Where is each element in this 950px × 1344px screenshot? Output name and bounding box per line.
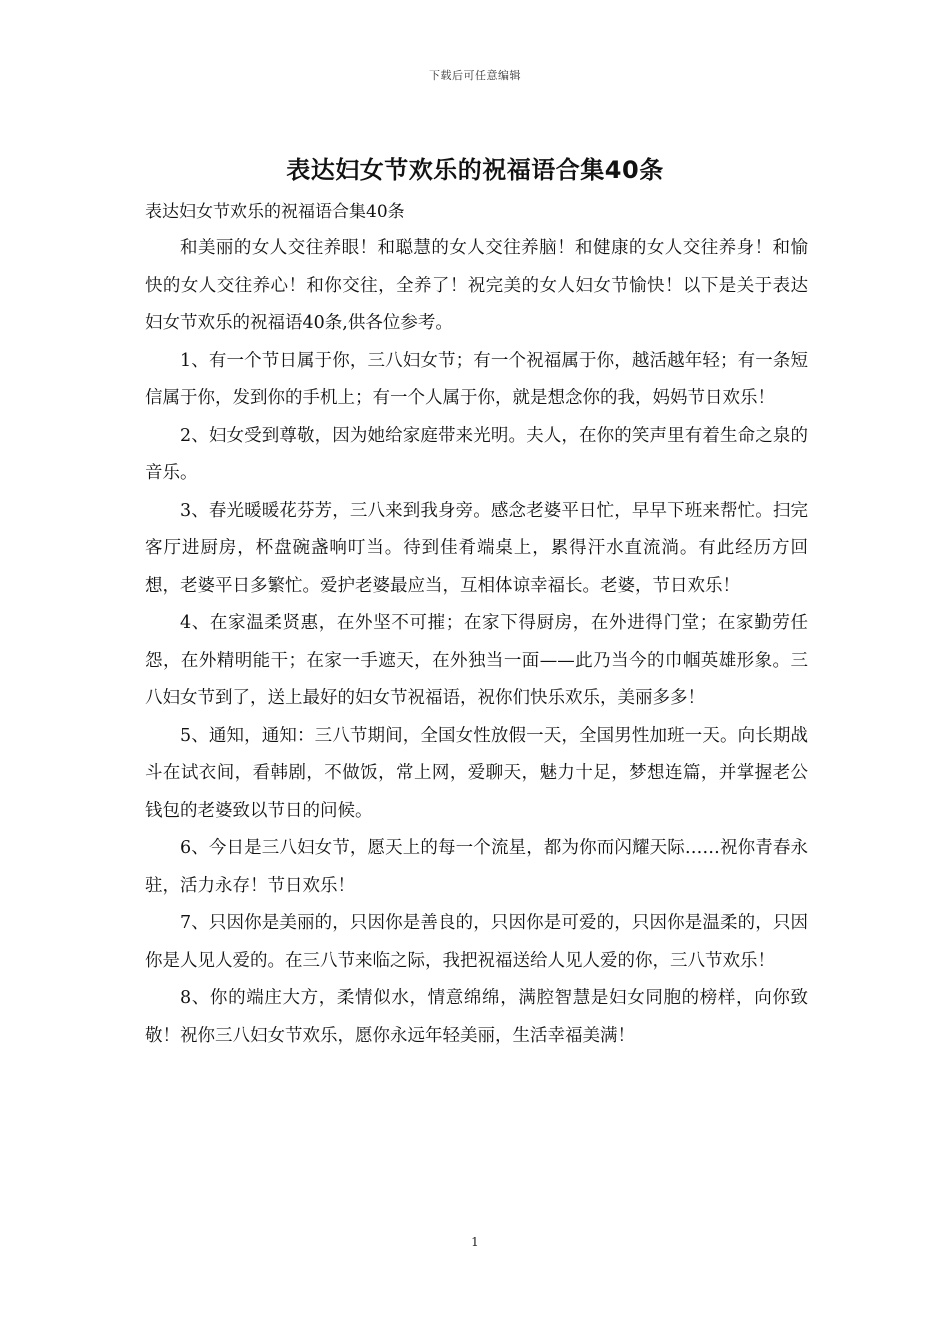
document-title: 表达妇女节欢乐的祝福语合集40条 (286, 156, 664, 184)
wish-paragraph-6: 6、今日是三八妇女节，愿天上的每一个流星，都为你而闪耀天际……祝你青春永驻，活力永存！节日欢乐！ (145, 838, 808, 896)
wish-paragraph-5: 5、通知，通知：三八节期间，全国女性放假一天，全国男性加班一天。向长期战斗在试衣间，看韩剧，不做饭，常上网，爱聊天，魅力十足，梦想连篇，并掌握老公钱包的老婆致以节日的问候。 (145, 725, 808, 821)
wish-paragraph-1: 1、有一个节日属于你，三八妇女节；有一个祝福属于你，越活越年轻；有一条短信属于你，发到你的手机上；有一个人属于你，就是想念你的我，妈妈节日欢乐！ (145, 350, 808, 408)
wish-paragraph-2: 2、妇女受到尊敬，因为她给家庭带来光明。夫人，在你的笑声里有着生命之泉的音乐。 (145, 425, 808, 483)
page-number: 1 (471, 1235, 479, 1249)
wish-paragraph-7: 7、只因你是美丽的，只因你是善良的，只因你是可爱的，只因你是温柔的，只因你是人见人爱的。在三八节来临之际，我把祝福送给人见人爱的你，三八节欢乐！ (145, 913, 808, 971)
wish-paragraph-4: 4、在家温柔贤惠，在外坚不可摧；在家下得厨房，在外进得门堂；在家勤劳任怨，在外精明能干；在家一手遮天，在外独当一面——此乃当今的巾帼英雄形象。三八妇女节到了，送上最好的妇女节祝福语，祝你们快乐欢乐，美丽多多！ (145, 613, 808, 708)
intro-paragraph: 和美丽的女人交往养眼！和聪慧的女人交往养脑！和健康的女人交往养身！和愉快的女人交往养心！和你交往，全养了！祝完美的女人妇女节愉快！以下是关于表达妇女节欢乐的祝福语40条,供各位参考。 (145, 238, 808, 333)
wish-paragraph-8: 8、你的端庄大方，柔情似水，情意绵绵，满腔智慧是妇女同胞的榜样，向你致敬！祝你三八妇女节欢乐，愿你永远年轻美丽，生活幸福美满！ (145, 988, 808, 1046)
wish-paragraph-3: 3、春光暖暖花芬芳，三八来到我身旁。感念老婆平日忙，早早下班来帮忙。扫完客厅进厨房，杯盘碗盏响叮当。待到佳肴端桌上，累得汗水直流淌。有此经历方回想，老婆平日多繁忙。爱护老婆最应当，互相体谅幸福长。老婆，节日欢乐！ (145, 500, 808, 596)
header-note: 下载后可任意编辑 (429, 69, 521, 82)
document-body (145, 198, 808, 1055)
document-subtitle: 表达妇女节欢乐的祝福语合集40条 (145, 202, 405, 222)
